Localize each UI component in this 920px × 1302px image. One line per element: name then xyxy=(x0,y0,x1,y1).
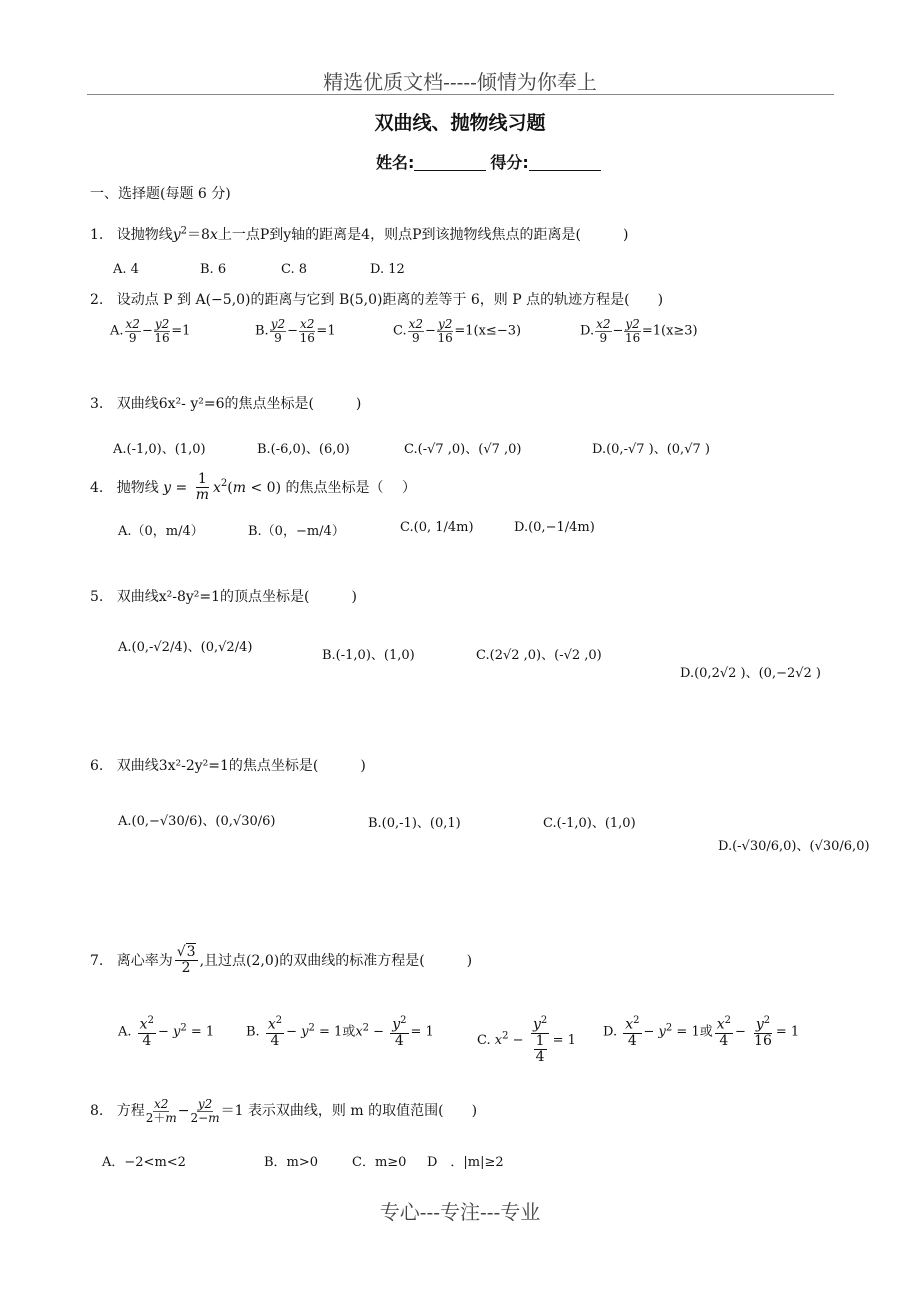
q1-option-d: D. 12 xyxy=(370,262,405,277)
q8-option-a: A．−2<m<2 xyxy=(102,1155,186,1170)
q5-option-a: A.(0,-√2/4)、(0,√2/4) xyxy=(118,640,253,655)
q4-option-a: A.（0，m/4） xyxy=(118,524,204,539)
q1-option-a: A. 4 xyxy=(113,262,139,277)
q6-option-d: D.(-√30/6,0)、(√30/6,0) xyxy=(718,839,870,854)
q3-option-a: A.(-1,0)、(1,0) xyxy=(113,442,206,457)
q1-option-b: B. 6 xyxy=(200,262,227,277)
page-header: 精选优质文档-----倾情为你奉上 xyxy=(323,70,597,94)
q5-option-d: D.(0,2√2 )、(0,−2√2 ) xyxy=(680,666,821,681)
page-footer: 专心---专注---专业 xyxy=(379,1200,541,1224)
q8-option-b: B．m>0 xyxy=(264,1155,319,1170)
question-1: 1. 设抛物线$y^2=8x$上一点P到y轴的距离是4，则点P到该抛物线焦点的距离是( ) xyxy=(90,225,629,243)
q5-option-b: B.(-1,0)、(1,0) xyxy=(322,648,415,663)
section-heading: 一、选择题(每题 6 分) xyxy=(90,186,231,202)
q3-option-b: B.(-6,0)、(6,0) xyxy=(257,442,350,457)
q5-option-c: C.(2√2 ,0)、(-√2 ,0) xyxy=(476,648,602,663)
question-2: 2. 设动点 P 到 A(−5,0)的距离与它到 B(5,0)距离的差等于 6，则 P 点的轨迹方程是( ) xyxy=(90,292,664,308)
name-label: 姓名: xyxy=(376,153,415,172)
question-5: 5. 双曲线x²-8y²=1的顶点坐标是( ) xyxy=(90,589,357,605)
q1-option-c: C. 8 xyxy=(281,262,308,277)
q7-option-a: A. $\frac{x^2}{4}$ − $y^2 = 1$ xyxy=(118,1015,215,1050)
q4-option-c: C.(0, 1/4m) xyxy=(400,520,474,535)
q2-option-d: D. $\frac{x2}{9}$ − $\frac{y2}{16}$ =1(x≥3) xyxy=(580,317,698,345)
score-label: 得分: xyxy=(490,153,529,172)
q2-option-a: A. $\frac{x2}{9}$ − $\frac{y2}{16}$ =1 xyxy=(110,317,191,345)
q2-option-c: C. $\frac{x2}{9}$ − $\frac{y2}{16}$ =1(x≤−3) xyxy=(393,317,522,345)
q4-option-d: D.(0,−1/4m) xyxy=(514,520,595,535)
question-6: 6. 双曲线3x²-2y²=1的焦点坐标是( ) xyxy=(90,758,366,774)
page-title: 双曲线、抛物线习题 xyxy=(374,112,546,134)
q3-option-d: D.(0,-√7 )、(0,√7 ) xyxy=(592,442,710,457)
q8-option-c: C．m≥0 xyxy=(352,1155,407,1170)
q7-option-c: C. $x^2$ − $\frac{y^2}{\frac{1}{4}}$ = 1 xyxy=(477,1015,576,1066)
score-blank[interactable] xyxy=(529,154,601,171)
q7-option-d: D. $\frac{x^2}{4}$ − $y^2 = 1$或 $\frac{x^2}{4}$ − $\frac{y^2}{16}$ = 1 xyxy=(603,1015,800,1050)
header-rule xyxy=(87,94,834,95)
question-4: 4. 抛物线 y = $\frac{1}{m}$ $x^2(m < 0)$ 的焦点坐标是（ ） xyxy=(90,471,416,504)
q3-option-c: C.(-√7 ,0)、(√7 ,0) xyxy=(404,442,522,457)
question-8: 8. 方程 $\frac{x2}{2+m}$ − $\frac{y2}{2-m}$ ＝1 表示双曲线，则 m 的取值范围( ) xyxy=(90,1097,478,1125)
q7-option-b: B. $\frac{x^2}{4}$ − $y^2 = 1$或$x^2$ − $\frac{y^2}{4}$ = 1 xyxy=(246,1015,434,1050)
q6-option-a: A.(0,−√30/6)、(0,√30/6) xyxy=(118,814,276,829)
name-score-bar xyxy=(376,150,605,173)
question-3: 3. 双曲线6x²- y²=6的焦点坐标是( ) xyxy=(90,396,362,412)
q2-option-b: B. $\frac{y2}{9}$ − $\frac{x2}{16}$ =1 xyxy=(255,317,336,345)
question-7: 7. 离心率为 √ $\frac{3}{2}$ ,且过点(2,0)的双曲线的标准方程是( ) xyxy=(90,945,472,977)
q8-option-d: D ．|m|≥2 xyxy=(427,1155,504,1170)
name-blank[interactable] xyxy=(414,154,486,171)
q6-option-b: B.(0,-1)、(0,1) xyxy=(368,816,461,831)
q6-option-c: C.(-1,0)、(1,0) xyxy=(543,816,636,831)
q4-option-b: B.（0，−m/4） xyxy=(248,524,345,539)
